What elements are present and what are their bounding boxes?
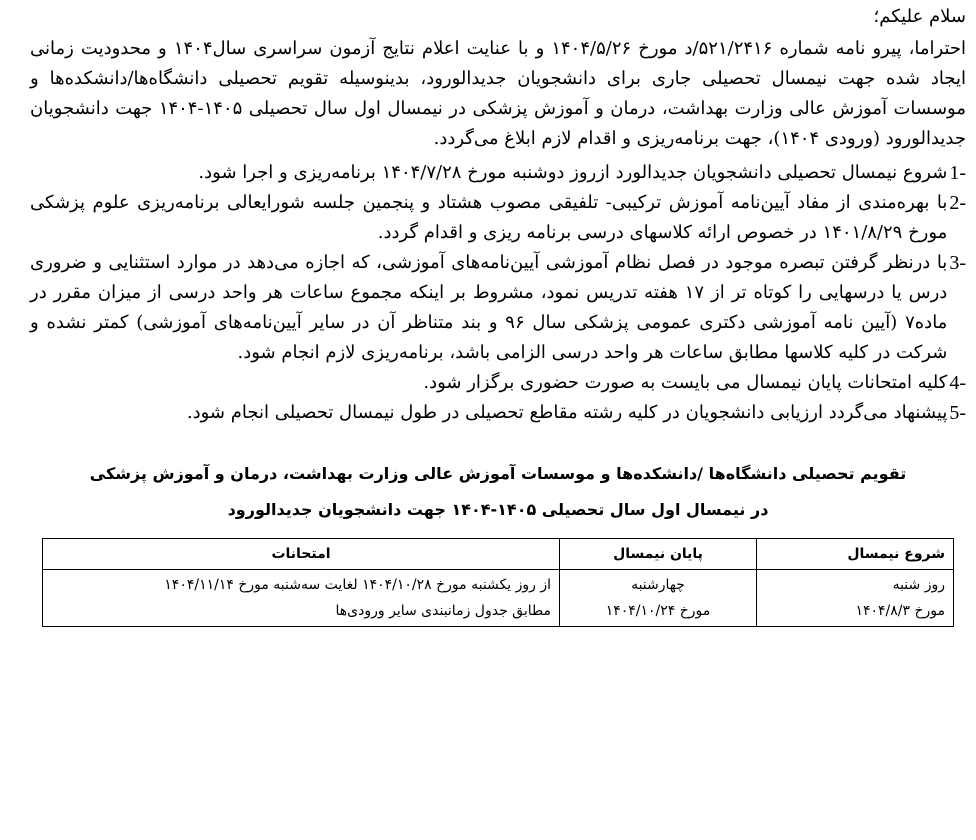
cell-semester-end (560, 570, 757, 627)
item-number: 4- (949, 372, 966, 394)
header-exams: امتحانات (43, 539, 560, 570)
end-date: مورخ ۱۴۰۴/۱۰/۲۴ (605, 603, 711, 619)
table-row (43, 570, 954, 627)
list-item (30, 248, 966, 368)
item-number: 2- (949, 192, 966, 214)
header-semester-start: شروع نیمسال (757, 539, 954, 570)
cell-exams (43, 570, 560, 627)
item-text: شروع نیمسال تحصیلی دانشجویان جدیدالورد ازروز دوشنبه مورخ ۱۴۰۴/۷/۲۸ برنامه‌ریزی و اجرا شود. (198, 162, 948, 183)
letter-page (30, 4, 966, 627)
directive-list (30, 158, 966, 428)
item-text: کلیه امتحانات پایان نیمسال می بایست به صورت حضوری برگزار شود. (423, 372, 948, 393)
start-day: روز شنبه (892, 577, 945, 593)
exams-note: مطابق جدول زمانبندی سایر ورودی‌ها (335, 603, 551, 619)
item-number: 5- (949, 402, 966, 424)
item-text: با بهره‌مندی از مفاد آیین‌نامه آموزش ترکیبی- تلفیقی مصوب هشتاد و پنجمین جلسه شورایعالی برنامه‌ریزی علوم پزشکی مورخ ۱۴۰۱/۸/۲۹ در خصوص ارائه کلاسهای درسی برنامه ریزی و اقدام گردد. (30, 192, 948, 243)
list-item (30, 368, 966, 398)
intro-paragraph: احتراما، پیرو نامه شماره ۵۲۱/۲۴۱۶/د مورخ ۱۴۰۴/۵/۲۶ و با عنایت اعلام نتایج آزمون سراسری سال۱۴۰۴ و محدودیت زمانی ایجاد شده جهت نیمسال تحصیلی جاری برای دانشجویان جدیدالورود، بدینوسیله تقویم تحصیلی دانشگاه‌ها/دانشکده‌ها و موسسات آموزش عالی وزارت بهداشت، درمان و آموزش پزشکی در نیمسال اول سال تحصیلی ۱۴۰۵-۱۴۰۴ جهت دانشجویان جدیدالورود (ورودی ۱۴۰۴)، جهت برنامه‌ریزی و اقدام لازم ابلاغ می‌گردد. (30, 38, 967, 149)
exams-period: از روز یکشنبه مورخ ۱۴۰۴/۱۰/۲۸ لغایت سه‌شنبه مورخ ۱۴۰۴/۱۱/۱۴ (164, 577, 551, 593)
item-number: 3- (949, 252, 966, 274)
item-number: 1- (949, 162, 966, 184)
greeting: سلام علیکم؛ (873, 6, 966, 27)
calendar-title-line1: تقویم تحصیلی دانشگاه‌ها /دانشکده‌ها و موسسات آموزش عالی وزارت بهداشت، درمان و آموزش پزشکی (89, 464, 907, 483)
end-day: چهارشنبه (631, 577, 685, 593)
item-text: با درنظر گرفتن تبصره موجود در فصل نظام آموزشی آیین‌نامه‌های آموزشی، که اجازه می‌دهد در موارد استثنایی و ضروری درس یا درسهایی را کوتاه تر از ۱۷ هفته تدریس نمود، مشروط بر اینکه مجموع ساعات هر واحد درسی از میزان مقرر در ماده۷ (آیین نامه آموزشی دکتری عمومی پزشکی سال ۹۶ و بند متناظر آن در سایر آیین‌نامه‌های آموزشی) کمتر نشده و شرکت در کلیه کلاسها مطابق ساعات هر واحد درسی الزامی باشد، برنامه‌ریزی لازم انجام شود. (30, 252, 948, 363)
table-header-row (43, 539, 954, 570)
header-semester-end: پایان نیمسال (560, 539, 757, 570)
item-text: پیشنهاد می‌گردد ارزیابی دانشجویان در کلیه رشته مقاطع تحصیلی در طول نیمسال تحصیلی انجام شود. (186, 402, 948, 423)
cell-semester-start (757, 570, 954, 627)
start-date: مورخ ۱۴۰۴/۸/۳ (855, 603, 945, 619)
list-item (30, 398, 966, 428)
calendar-title-line2: در نیمسال اول سال تحصیلی ۱۴۰۵-۱۴۰۴ جهت دانشجویان جدیدالورود (227, 500, 769, 519)
list-item (30, 188, 966, 248)
list-item (30, 158, 966, 188)
calendar-table (42, 538, 954, 627)
